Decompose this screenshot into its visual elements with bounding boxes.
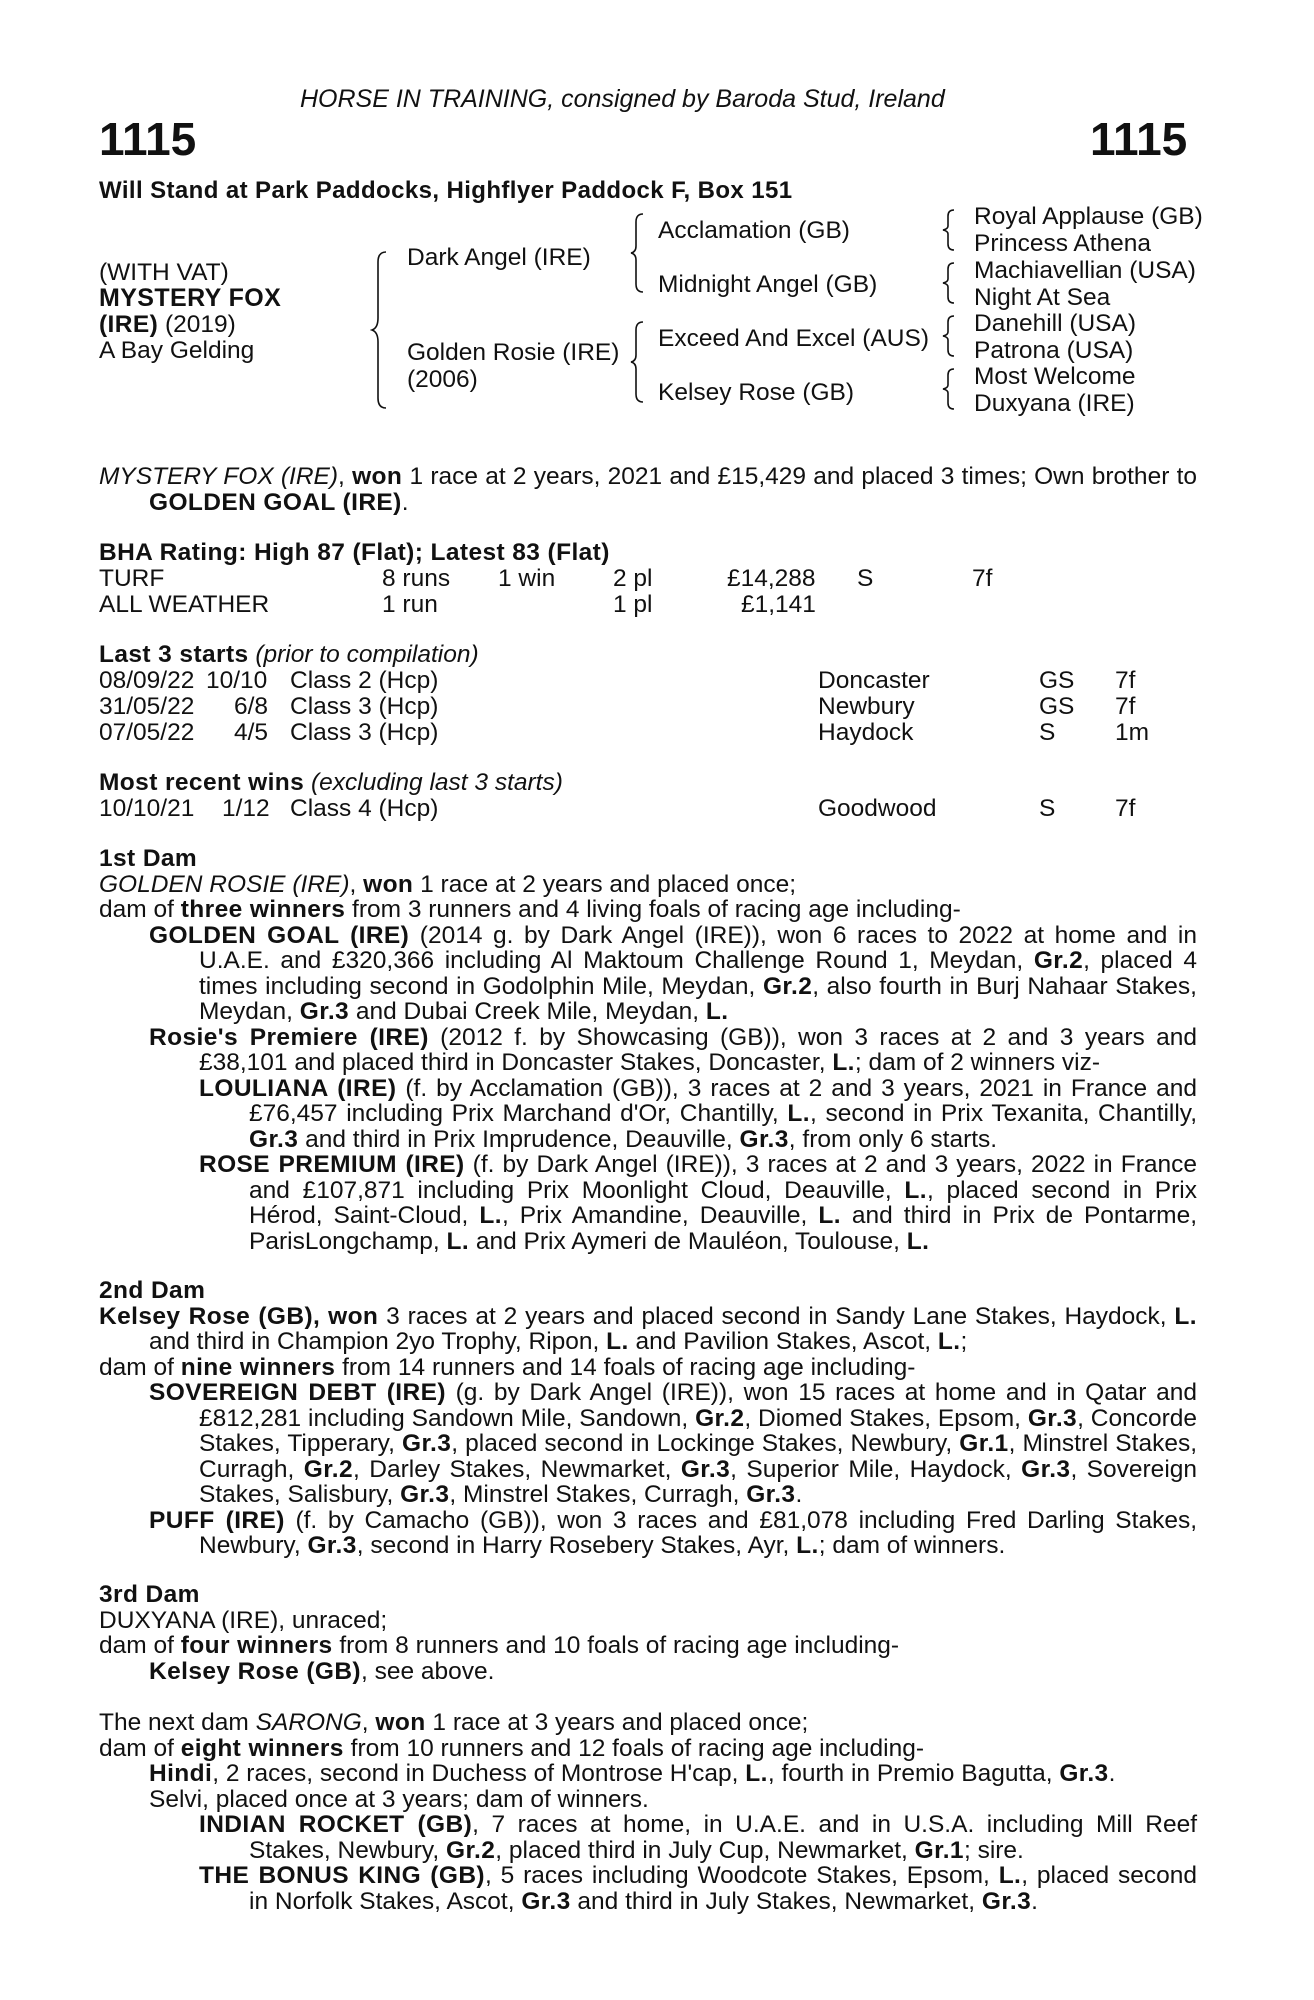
text: (2014 g. by Dark Angel (IRE)), won 6 races to 2022 at home and in U.A.E. and £320,366 including Al Maktoum Challenge Round 1, Meydan,: [199, 921, 1197, 974]
rosies-premiere-entry: [149, 1023, 1197, 1076]
next-dam-line2: [99, 1736, 1197, 1762]
horse-name-suffix: [99, 312, 236, 338]
text: , Prix Amandine, Deauville,: [501, 1202, 819, 1229]
consignment-line: HORSE IN TRAINING, consigned by Baroda Stud, Ireland: [300, 85, 945, 113]
rose-premium-entry: [199, 1151, 1197, 1255]
grade: Gr.3: [401, 1430, 452, 1457]
text: , placed second in Prix Hérod, Saint-Cloud,: [249, 1176, 1197, 1229]
grade: Gr.3: [400, 1481, 450, 1508]
pedigree-brace-g1: [942, 208, 956, 252]
second-dam-line2: [99, 1355, 1197, 1381]
horse-name: MYSTERY FOX: [99, 284, 282, 312]
text: , 5 races including Woodcote Stakes, Epsom,: [484, 1862, 999, 1889]
recent-heading: [99, 770, 563, 796]
text: and Pavilion Stakes, Ascot,: [628, 1328, 938, 1355]
listed: L.: [906, 1227, 930, 1255]
text: , Concorde Stakes, Tipperary,: [199, 1404, 1197, 1457]
rating-runs: 1 run: [382, 591, 438, 618]
pedigree-dam-dam: Kelsey Rose (GB): [658, 379, 855, 406]
text: (2012 f. by Showcasing (GB)), won 3 races at 2 and 3 years and £38,101 and placed third in Doncaster Stakes, Doncaster,: [199, 1023, 1197, 1076]
start-date: 31/05/22: [99, 693, 195, 720]
name: INDIAN ROCKET (GB): [199, 1811, 473, 1838]
name: Rosie's Premiere (IRE): [149, 1023, 429, 1051]
pedigree-g6: Patrona (USA): [974, 337, 1134, 364]
pedigree-g5: Danehill (USA): [974, 310, 1137, 337]
horse-year: (2019): [158, 311, 236, 338]
text: and Prix Aymeri de Mauléon, Toulouse,: [469, 1227, 907, 1255]
last3-note: (prior to compilation): [248, 641, 479, 668]
rating-surface: TURF: [99, 565, 165, 592]
listed: L.: [796, 1532, 819, 1559]
pedigree-sire-dam: Midnight Angel (GB): [658, 271, 878, 298]
grade: Gr.2: [303, 1455, 354, 1483]
pedigree-g2: Princess Athena: [974, 230, 1152, 257]
text: 1 race at 2 years and placed once;: [413, 870, 797, 898]
listed: L.: [832, 1049, 855, 1076]
stand-location: Will Stand at Park Paddocks, Highflyer Paddock F, Box 151: [99, 177, 793, 204]
recent-note: (excluding last 3 starts): [304, 769, 563, 796]
won: won: [363, 870, 414, 898]
puff-entry: [149, 1506, 1197, 1559]
last3-heading: [99, 642, 479, 668]
indian-rocket-entry: [199, 1811, 1198, 1864]
text: dam of: [99, 1353, 181, 1381]
grade: Gr.1: [914, 1836, 964, 1864]
rating-pl: 1 pl: [613, 591, 653, 618]
text: (f. by Acclamation (GB)), 3 races at 2 and 3 years, 2021 in France and £76,457 including Prix Marchand d'Or, Chantilly,: [249, 1074, 1197, 1127]
grade: Gr.3: [1027, 1404, 1078, 1432]
text: , Superior Mile, Haydock,: [730, 1455, 1022, 1483]
win-pos: 1/12: [222, 795, 270, 822]
race-summary: MYSTERY FOX (IRE), won 1 race at 2 years, 2021 and £15,429 and placed 3 times; Own brother to GOLDEN GOAL (IRE).: [99, 463, 1197, 516]
pedigree-g4: Night At Sea: [974, 284, 1111, 311]
pedigree-brace-g4: [942, 367, 956, 411]
text: and Dubai Creek Mile, Meydan,: [349, 998, 706, 1025]
won: won: [328, 1302, 379, 1330]
kelsey-rose-entry: [99, 1302, 1197, 1355]
start-dist: 1m: [1115, 719, 1150, 746]
text: 3 races at 2 years and placed second in Sandy Lane Stakes, Haydock,: [378, 1302, 1175, 1330]
start-class: Class 3 (Hcp): [290, 693, 439, 720]
pedigree-sire: Dark Angel (IRE): [407, 244, 591, 271]
summary-end: .: [401, 488, 409, 516]
rating-surface: ALL WEATHER: [99, 591, 270, 618]
pedigree-main-brace: [370, 250, 390, 410]
dam-name: SARONG: [255, 1709, 362, 1736]
rating-prize: £1,141: [741, 591, 816, 618]
listed: L.: [904, 1176, 927, 1204]
text: ; sire.: [963, 1836, 1024, 1864]
first-dam-title: 1st Dam: [99, 845, 198, 872]
name: THE BONUS KING (GB): [199, 1862, 485, 1889]
start-going: GS: [1039, 667, 1075, 694]
text: , second in Prix Texanita, Chantilly,: [809, 1100, 1198, 1127]
summary-brother: GOLDEN GOAL (IRE): [149, 488, 402, 516]
listed: L.: [937, 1328, 961, 1355]
lot-number-right: 1115: [1090, 113, 1188, 165]
horse-country: (IRE): [99, 311, 159, 338]
third-dam-title: 3rd Dam: [99, 1581, 200, 1608]
text: , from only 6 starts.: [788, 1125, 998, 1153]
name: PUFF (IRE): [149, 1506, 285, 1534]
name: GOLDEN GOAL (IRE): [149, 921, 410, 949]
listed: L.: [705, 998, 729, 1025]
text: ; dam of winners.: [818, 1532, 1006, 1559]
text: from 14 runners and 14 foals of racing age including-: [335, 1353, 916, 1381]
win-class: Class 4 (Hcp): [290, 795, 439, 822]
pedigree-g8: Duxyana (IRE): [974, 390, 1135, 417]
pedigree-sire-brace: [630, 212, 646, 294]
sep: ,: [349, 870, 364, 898]
start-going: GS: [1039, 693, 1075, 720]
text: , see above.: [361, 1657, 495, 1685]
third-dam-line1: DUXYANA (IRE), unraced;: [99, 1606, 388, 1634]
louliana-entry: [199, 1074, 1198, 1153]
listed: L.: [1174, 1302, 1197, 1330]
start-pos: 4/5: [234, 719, 269, 746]
win-going: S: [1039, 795, 1056, 822]
text: , Sovereign Stakes, Salisbury,: [199, 1455, 1198, 1508]
grade: Gr.1: [959, 1430, 1009, 1457]
text: and third in Prix Imprudence, Deauville,: [298, 1125, 740, 1153]
text: (g. by Dark Angel (IRE)), won 15 races at home and in Qatar and £812,281 including Sandown Mile, Sandown,: [199, 1379, 1197, 1432]
first-dam-line2: [99, 897, 1197, 923]
listed: L.: [818, 1202, 841, 1229]
grade: Gr.3: [1059, 1760, 1109, 1787]
next-dam-line1: [99, 1710, 1197, 1736]
start-pos: 6/8: [234, 693, 269, 720]
text: and third in July Stakes, Newmarket,: [570, 1887, 982, 1915]
grade: Gr.3: [981, 1887, 1032, 1915]
summary-text: 1 race at 2 years, 2021 and £15,429 and placed 3 times; Own brother to: [402, 463, 1197, 490]
lot-number-left: 1115: [99, 113, 197, 165]
listed: L.: [998, 1862, 1022, 1889]
grade: Gr.3: [746, 1481, 796, 1508]
third-dam-line2: [99, 1633, 1197, 1659]
name: SOVEREIGN DEBT (IRE): [149, 1379, 446, 1406]
text: from 10 runners and 12 foals of racing age including-: [343, 1734, 925, 1762]
vat-label: (WITH VAT): [99, 259, 229, 286]
name: Kelsey Rose (GB): [149, 1657, 361, 1685]
text: ;: [960, 1328, 968, 1355]
start-going: S: [1039, 719, 1056, 746]
grade: Gr.3: [249, 1125, 299, 1153]
text: 1 race at 3 years and placed once;: [425, 1709, 809, 1736]
text: dam of: [99, 1734, 181, 1762]
rating-prize: £14,288: [727, 565, 816, 592]
pedigree-g3: Machiavellian (USA): [974, 257, 1196, 284]
winners: eight winners: [180, 1734, 344, 1762]
pedigree-brace-g3: [942, 314, 956, 358]
text: .: [1108, 1760, 1116, 1787]
first-dam-section: [99, 846, 1197, 1254]
name: Hindi: [149, 1760, 213, 1787]
grade: Gr.3: [680, 1455, 731, 1483]
winners: nine winners: [180, 1353, 336, 1381]
grade: Gr.2: [762, 972, 813, 1000]
win-dist: 7f: [1115, 795, 1136, 822]
start-course: Newbury: [818, 693, 915, 720]
start-dist: 7f: [1115, 667, 1136, 694]
winners: three winners: [180, 896, 346, 923]
text: (f. by Camacho (GB)), won 3 races and £81,078 including Fred Darling Stakes, Newbury,: [199, 1506, 1197, 1559]
text: , fourth in Premio Bagutta,: [767, 1760, 1060, 1787]
start-date: 07/05/22: [99, 719, 195, 746]
second-dam-section: [99, 1278, 1197, 1559]
second-dam-title: 2nd Dam: [99, 1277, 206, 1304]
text: , 2 races, second in Duchess of Montrose H'cap,: [212, 1760, 746, 1787]
listed: L.: [606, 1328, 629, 1355]
text: , Minstrel Stakes, Curragh,: [199, 1430, 1198, 1483]
text: ; dam of 2 winners viz-: [854, 1049, 1100, 1076]
name: LOULIANA (IRE): [199, 1074, 397, 1102]
grade: Gr.3: [1021, 1455, 1071, 1483]
selvi-entry: Selvi, placed once at 3 years; dam of winners.: [149, 1785, 649, 1813]
name: ROSE PREMIUM (IRE): [199, 1151, 465, 1178]
rating-pl: 2 pl: [613, 565, 653, 592]
pedigree-dam-year: (2006): [407, 366, 478, 393]
dam-name: GOLDEN ROSIE (IRE): [99, 870, 350, 898]
rating-dist: 7f: [972, 565, 993, 592]
hindi-entry: [149, 1760, 1197, 1787]
pedigree-dam-sire: Exceed And Excel (AUS): [658, 325, 929, 352]
win-date: 10/10/21: [99, 795, 195, 822]
sovereign-debt-entry: [149, 1379, 1198, 1508]
text: , placed 4 times including second in Godolphin Mile, Meydan,: [199, 947, 1197, 1000]
text: , Darley Stakes, Newmarket,: [353, 1455, 681, 1483]
text: , second in Harry Rosebery Stakes, Ayr,: [356, 1532, 797, 1559]
pedigree-sire-sire: Acclamation (GB): [658, 217, 850, 244]
grade: Gr.3: [299, 998, 350, 1025]
listed: L.: [479, 1202, 502, 1229]
text: , Minstrel Stakes, Curragh,: [449, 1481, 747, 1508]
summary-horse: MYSTERY FOX (IRE): [99, 463, 339, 490]
text: , placed second in Lockinge Stakes, Newbury,: [451, 1430, 960, 1457]
start-date: 08/09/22: [99, 667, 195, 694]
grade: Gr.2: [1033, 947, 1084, 974]
text: , placed third in July Cup, Newmarket,: [495, 1836, 915, 1864]
kelsey-rose-ref: [149, 1657, 1197, 1685]
pedigree-dam-brace: [630, 320, 646, 404]
pedigree-brace-g2: [942, 261, 956, 305]
rating-going: S: [857, 565, 874, 592]
grade: Gr.3: [521, 1887, 571, 1915]
first-dam-line1: [99, 872, 1197, 898]
text: , 7 races at home, in U.A.E. and in U.S.A. including Mill Reef Stakes, Newbury,: [249, 1811, 1198, 1864]
golden-goal-entry: [149, 921, 1197, 1025]
summary-won: won: [352, 463, 403, 490]
text: and third in Champion 2yo Trophy, Ripon,: [149, 1328, 607, 1355]
next-dam-section: [99, 1710, 1197, 1914]
start-pos: 10/10: [206, 667, 268, 694]
text: , Diomed Stakes, Epsom,: [744, 1404, 1028, 1432]
text: and third in Prix de Pontarme, ParisLongchamp,: [249, 1202, 1197, 1255]
text: , placed second in Norfolk Stakes, Ascot,: [249, 1862, 1197, 1915]
text: .: [1031, 1887, 1038, 1915]
text: , also fourth in Burj Nahaar Stakes, Meydan,: [199, 972, 1197, 1025]
text: from 3 runners and 4 living foals of racing age including-: [345, 896, 961, 923]
grade: Gr.3: [739, 1125, 789, 1153]
text: dam of: [99, 1632, 181, 1659]
horse-description: A Bay Gelding: [99, 337, 255, 364]
winners: four winners: [180, 1632, 333, 1659]
text: .: [795, 1481, 803, 1508]
rating-runs: 8 runs: [382, 565, 451, 592]
text: The next dam: [99, 1709, 256, 1736]
grade: Gr.2: [445, 1836, 496, 1864]
last3-title: Last 3 starts: [99, 641, 249, 668]
start-class: Class 2 (Hcp): [290, 667, 439, 694]
rating-wins: 1 win: [498, 565, 556, 592]
start-class: Class 3 (Hcp): [290, 719, 439, 746]
sep: ,: [361, 1709, 376, 1736]
grade: Gr.3: [307, 1532, 357, 1559]
grade: Gr.2: [695, 1404, 745, 1432]
name: Kelsey Rose (GB): [99, 1302, 314, 1330]
text: dam of: [99, 896, 181, 923]
recent-title: Most recent wins: [99, 769, 305, 796]
pedigree-g1: Royal Applause (GB): [974, 203, 1203, 230]
start-course: Doncaster: [818, 667, 930, 694]
listed: L.: [787, 1100, 810, 1127]
bonus-king-entry: [199, 1862, 1197, 1915]
text: from 8 runners and 10 foals of racing age including-: [332, 1632, 900, 1659]
listed: L.: [745, 1760, 768, 1787]
text: (f. by Dark Angel (IRE)), 3 races at 2 and 3 years, 2022 in France and £107,871 including Prix Moonlight Cloud, Deauville,: [249, 1151, 1197, 1204]
start-course: Haydock: [818, 719, 914, 746]
sep: ,: [313, 1302, 321, 1330]
third-dam-section: [99, 1582, 1197, 1684]
start-dist: 7f: [1115, 693, 1136, 720]
won: won: [375, 1709, 426, 1736]
listed: L.: [446, 1227, 470, 1255]
pedigree-dam: Golden Rosie (IRE): [407, 339, 620, 366]
pedigree-g7: Most Welcome: [974, 363, 1136, 390]
rating-title: BHA Rating: High 87 (Flat); Latest 83 (Flat): [99, 539, 610, 566]
win-course: Goodwood: [818, 795, 937, 822]
